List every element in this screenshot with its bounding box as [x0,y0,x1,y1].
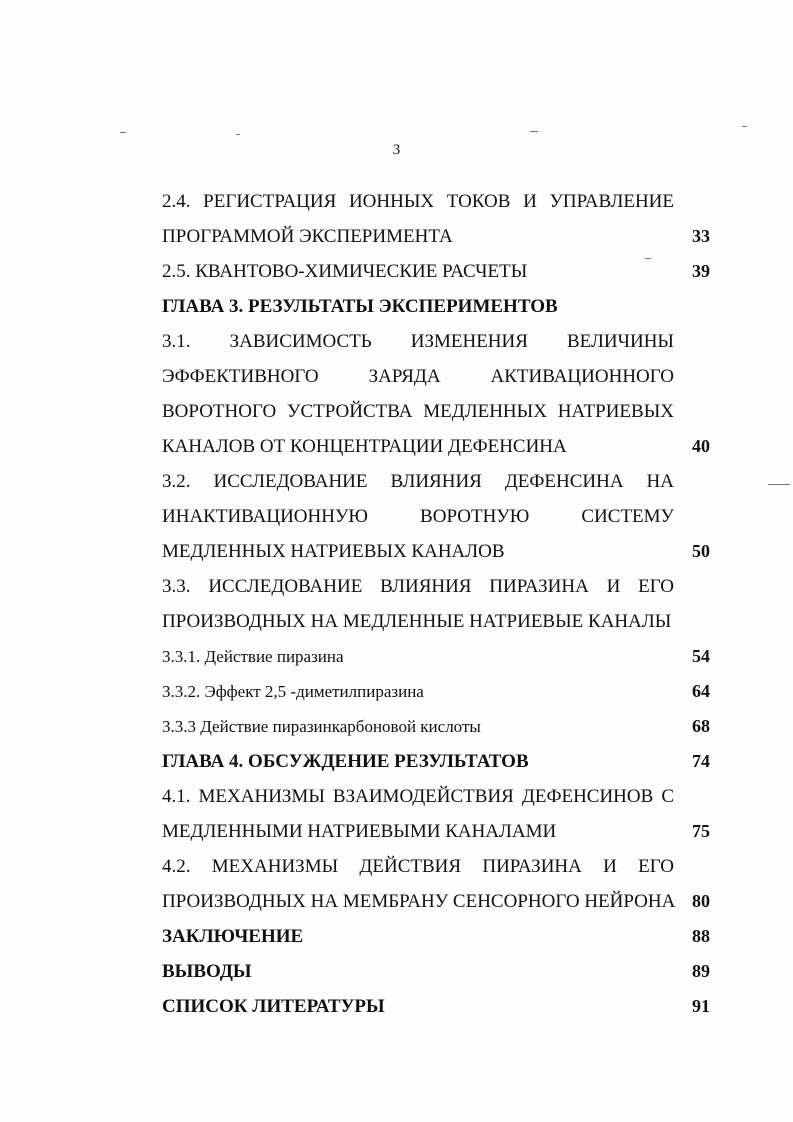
toc-entry-3-1-cont [162,359,710,394]
toc-entry-text: ПРОИЗВОДНЫХ НА МЕМБРАНУ СЕНСОРНОГО НЕЙРОНА [162,891,676,912]
toc-entry-3-3-cont [162,604,710,639]
toc-references [162,989,710,1024]
toc-entry-text: 3.3.1. Действие пиразина [162,647,344,666]
toc-entry-text: ИНАКТИВАЦИОННУЮ ВОРОТНУЮ СИСТЕМУ [162,506,674,527]
toc-entry-text: 3.3.3 Действие пиразинкарбоновой кислоты [162,717,481,736]
toc-entry-text: ЭФФЕКТИВНОГО ЗАРЯДА АКТИВАЦИОННОГО [162,366,674,387]
toc-entry-page: 89 [692,961,710,981]
toc-entry-page: 40 [692,436,710,456]
toc-entry-text: 2.4. РЕГИСТРАЦИЯ ИОННЫХ ТОКОВ И УПРАВЛЕНИЕ [162,191,674,212]
toc-chapter-4 [162,744,710,779]
toc-entry-page: 88 [692,926,710,946]
toc-entry-page: 54 [692,646,710,666]
toc-entry-3-3-3 [162,709,710,744]
toc-entry-3-1 [162,324,710,359]
toc-entry-text: МЕДЛЕННЫХ НАТРИЕВЫХ КАНАЛОВ [162,541,505,562]
toc-entry-2-4-cont [162,219,710,254]
toc-entry-page: 33 [692,226,710,246]
toc-entry-text: 4.1. МЕХАНИЗМЫ ВЗАИМОДЕЙСТВИЯ ДЕФЕНСИНОВ С [162,786,674,807]
toc-entry-text: 3.2. ИССЛЕДОВАНИЕ ВЛИЯНИЯ ДЕФЕНСИНА НА [162,471,674,492]
toc-entry-text: 2.5. КВАНТОВО-ХИМИЧЕСКИЕ РАСЧЕТЫ [162,261,528,282]
toc-entry-page: 64 [692,681,710,701]
toc-entry-2-5 [162,254,710,289]
toc-entry-3-2-cont [162,534,710,569]
toc-chapter-title: ГЛАВА 3. РЕЗУЛЬТАТЫ ЭКСПЕРИМЕНТОВ [162,296,558,317]
table-of-contents [162,184,710,1024]
scan-speck [530,131,538,132]
scan-speck [120,132,126,133]
toc-entry-text: ПРОИЗВОДНЫХ НА МЕДЛЕННЫЕ НАТРИЕВЫЕ КАНАЛЫ [162,611,672,632]
toc-entry-4-2 [162,849,710,884]
scan-speck [768,484,790,485]
toc-entry-3-1-cont [162,394,710,429]
toc-entry-page: 50 [692,541,710,561]
scan-speck [236,134,240,135]
toc-entry-text: МЕДЛЕННЫМИ НАТРИЕВЫМИ КАНАЛАМИ [162,821,557,842]
toc-entry-4-1-cont [162,814,710,849]
toc-entry-3-3 [162,569,710,604]
toc-entry-3-1-cont [162,429,710,464]
scan-speck [742,126,747,127]
toc-entry-page: 68 [692,716,710,736]
toc-entry-text: 4.2. МЕХАНИЗМЫ ДЕЙСТВИЯ ПИРАЗИНА И ЕГО [162,856,674,877]
toc-entry-text: ВОРОТНОГО УСТРОЙСТВА МЕДЛЕННЫХ НАТРИЕВЫХ [162,401,674,422]
toc-entry-page: 91 [692,996,710,1016]
toc-entry-page: 75 [692,821,710,841]
toc-entry-3-3-2 [162,674,710,709]
toc-chapter-title: ВЫВОДЫ [162,961,252,982]
toc-entry-4-2-cont [162,884,710,919]
toc-entry-text: КАНАЛОВ ОТ КОНЦЕНТРАЦИИ ДЕФЕНСИНА [162,436,567,457]
toc-entry-3-2 [162,464,710,499]
toc-conclusion [162,919,710,954]
toc-entry-text: 3.1. ЗАВИСИМОСТЬ ИЗМЕНЕНИЯ ВЕЛИЧИНЫ [162,331,674,352]
toc-entry-text: ПРОГРАММОЙ ЭКСПЕРИМЕНТА [162,226,453,247]
toc-entry-2-4 [162,184,710,219]
page-number: 3 [392,142,401,158]
toc-findings [162,954,710,989]
toc-entry-page: 39 [692,261,710,281]
toc-entry-text: 3.3.2. Эффект 2,5 -диметилпиразина [162,682,424,701]
toc-entry-page: 80 [692,891,710,911]
toc-entry-3-2-cont [162,499,710,534]
toc-chapter-title: СПИСОК ЛИТЕРАТУРЫ [162,996,385,1017]
toc-chapter-title: ЗАКЛЮЧЕНИЕ [162,926,304,947]
toc-chapter-3 [162,289,710,324]
toc-entry-4-1 [162,779,710,814]
toc-entry-text: 3.3. ИССЛЕДОВАНИЕ ВЛИЯНИЯ ПИРАЗИНА И ЕГО [162,576,674,597]
toc-chapter-title: ГЛАВА 4. ОБСУЖДЕНИЕ РЕЗУЛЬТАТОВ [162,751,529,772]
toc-entry-page: 74 [692,751,710,771]
toc-entry-3-3-1 [162,639,710,674]
